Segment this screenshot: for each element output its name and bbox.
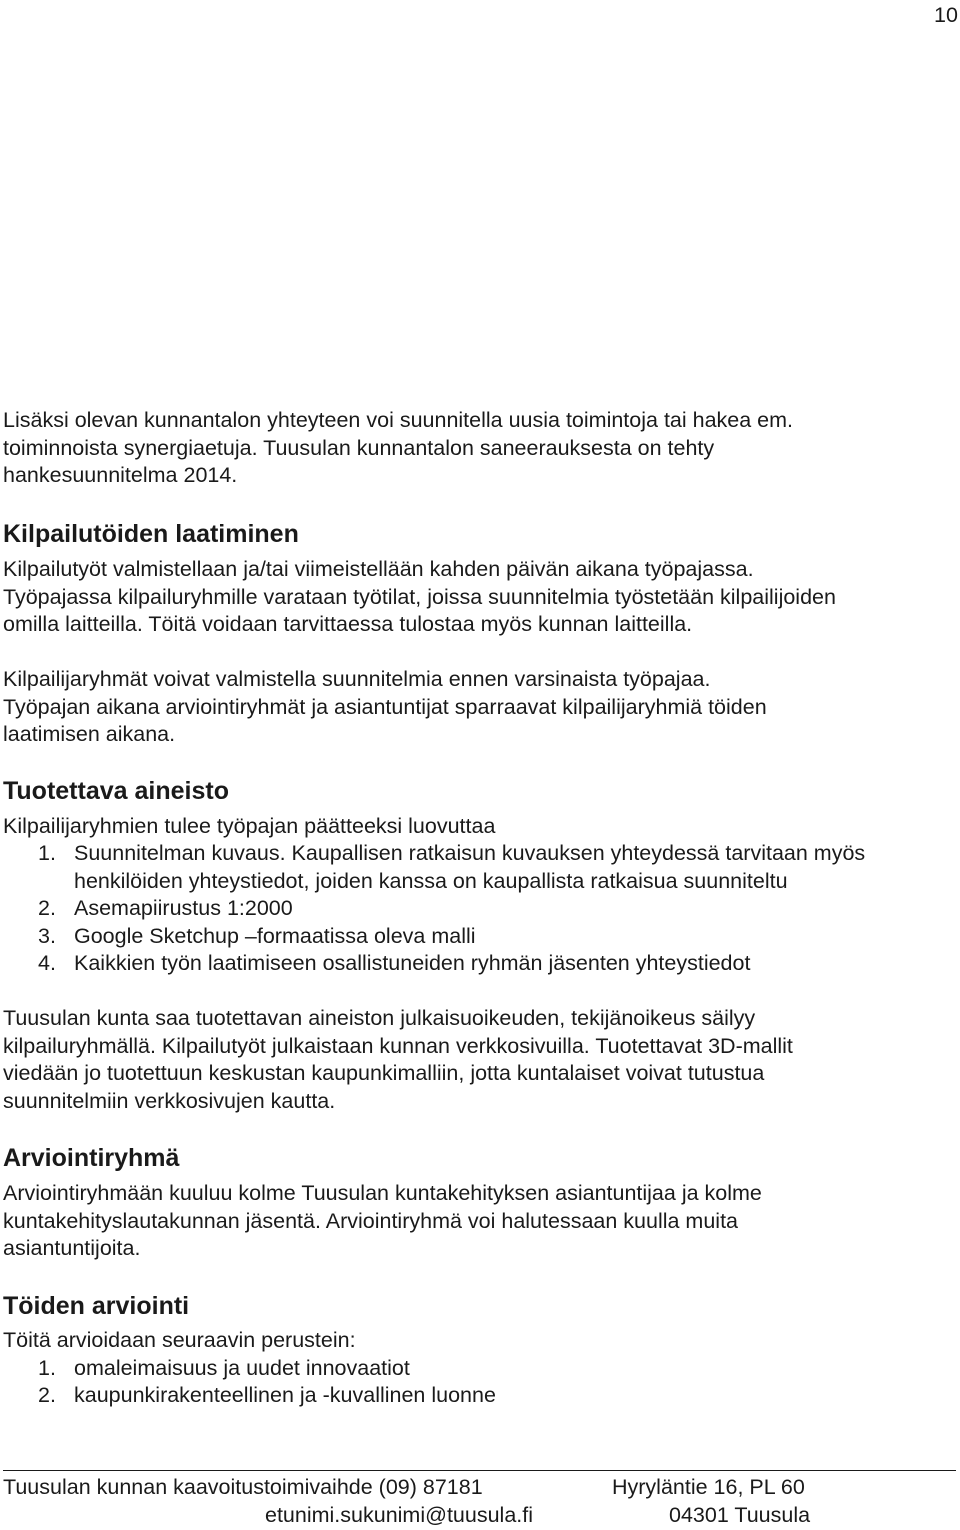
paragraph-line: Työpajassa kilpailuryhmille varataan työtilat, joissa suunnitelmia työstetään kilpailijoiden xyxy=(3,584,836,609)
paragraph-line: Työpajan aikana arviointiryhmät ja asiantuntijat sparraavat kilpailijaryhmiä töiden xyxy=(3,694,767,719)
paragraph-line: Tuusulan kunta saa tuotettavan aineiston julkaisuoikeuden, tekijänoikeus säilyy xyxy=(3,1006,756,1030)
section1-paragraph-2 xyxy=(3,666,767,749)
footer-address-line-2: 04301 Tuusula xyxy=(669,1503,811,1527)
section1-paragraph-1 xyxy=(3,556,836,639)
heading-kilpailutoiden-laatiminen: Kilpailutöiden laatiminen xyxy=(3,520,299,548)
paragraph-line: asiantuntijoita. xyxy=(3,1236,141,1260)
list-item-text: omaleimaisuus ja uudet innovaatiot xyxy=(74,1356,410,1380)
paragraph-line: Arviointiryhmään kuuluu kolme Tuusulan kuntakehityksen asiantuntijaa ja kolme xyxy=(3,1181,762,1205)
intro-paragraph xyxy=(3,407,793,490)
list-item-text: Asemapiirustus 1:2000 xyxy=(74,896,293,920)
heading-tuotettava-aineisto: Tuotettava aineisto xyxy=(3,777,229,805)
paragraph-line: omilla laitteilla. Töitä voidaan tarvittaessa tulostaa myös kunnan laitteilla. xyxy=(3,612,693,636)
list-item-number: 1. xyxy=(38,841,56,865)
intro-line: hankesuunnitelma 2014. xyxy=(3,463,238,487)
paragraph-line: laatimisen aikana. xyxy=(3,722,176,746)
list-item-number: 4. xyxy=(38,951,56,975)
list-item-text: Suunnitelman kuvaus. Kaupallisen ratkaisun kuvauksen yhteydessä tarvitaan myös xyxy=(74,841,866,865)
heading-arviointiryhma: Arviointiryhmä xyxy=(3,1144,180,1172)
footer-address-line-1: Hyryläntie 16, PL 60 xyxy=(612,1475,805,1499)
heading-toiden-arviointi: Töiden arviointi xyxy=(3,1292,190,1320)
footer-divider xyxy=(3,1470,956,1471)
list-item-text: Google Sketchup –formaatissa oleva malli xyxy=(74,924,476,948)
paragraph-line: kuntakehityslautakunnan jäsentä. Arviointiryhmä voi halutessaan kuulla muita xyxy=(3,1208,739,1233)
paragraph-line: viedään jo tuotettuun keskustan kaupunkimalliin, jotta kuntalaiset voivat tutustua xyxy=(3,1061,765,1085)
page-number: 10 xyxy=(934,3,958,27)
section2-paragraph xyxy=(3,1005,793,1115)
list-item-number: 1. xyxy=(38,1356,56,1380)
paragraph-line: suunnitelmiin verkkosivujen kautta. xyxy=(3,1088,336,1113)
paragraph-line: Kilpailijaryhmät voivat valmistella suunnitelmia ennen varsinaista työpajaa. xyxy=(3,667,711,691)
list-item-text: Kaikkien työn laatimiseen osallistuneiden ryhmän jäsenten yhteystiedot xyxy=(74,951,751,975)
footer-org: Tuusulan kunnan kaavoitustoimivaihde (09) 87181 xyxy=(3,1475,483,1499)
footer-email: etunimi.sukunimi@tuusula.fi xyxy=(265,1503,533,1527)
section3-paragraph xyxy=(3,1180,762,1263)
section2-intro: Kilpailijaryhmien tulee työpajan päätteeksi luovuttaa xyxy=(3,814,496,838)
list-item-text: henkilöiden yhteystiedot, joiden kanssa on kaupallista ratkaisua suunniteltu xyxy=(74,869,788,893)
section4-intro: Töitä arvioidaan seuraavin perustein: xyxy=(3,1328,356,1352)
intro-line: toiminnoista synergiaetuja. Tuusulan kunnantalon saneerauksesta on tehty xyxy=(3,435,715,460)
list-item-number: 3. xyxy=(38,924,56,948)
paragraph-line: kilpailuryhmällä. Kilpailutyöt julkaistaan kunnan verkkosivuilla. Tuotettavat 3D-mallit xyxy=(3,1033,793,1058)
paragraph-line: Kilpailutyöt valmistellaan ja/tai viimeistellään kahden päivän aikana työpajassa. xyxy=(3,557,754,581)
list-item-number: 2. xyxy=(38,896,56,920)
intro-line: Lisäksi olevan kunnantalon yhteyteen voi suunnitella uusia toimintoja tai hakea em. xyxy=(3,408,794,432)
list-item-text: kaupunkirakenteellinen ja -kuvallinen luonne xyxy=(74,1383,496,1407)
list-item-number: 2. xyxy=(38,1383,56,1407)
